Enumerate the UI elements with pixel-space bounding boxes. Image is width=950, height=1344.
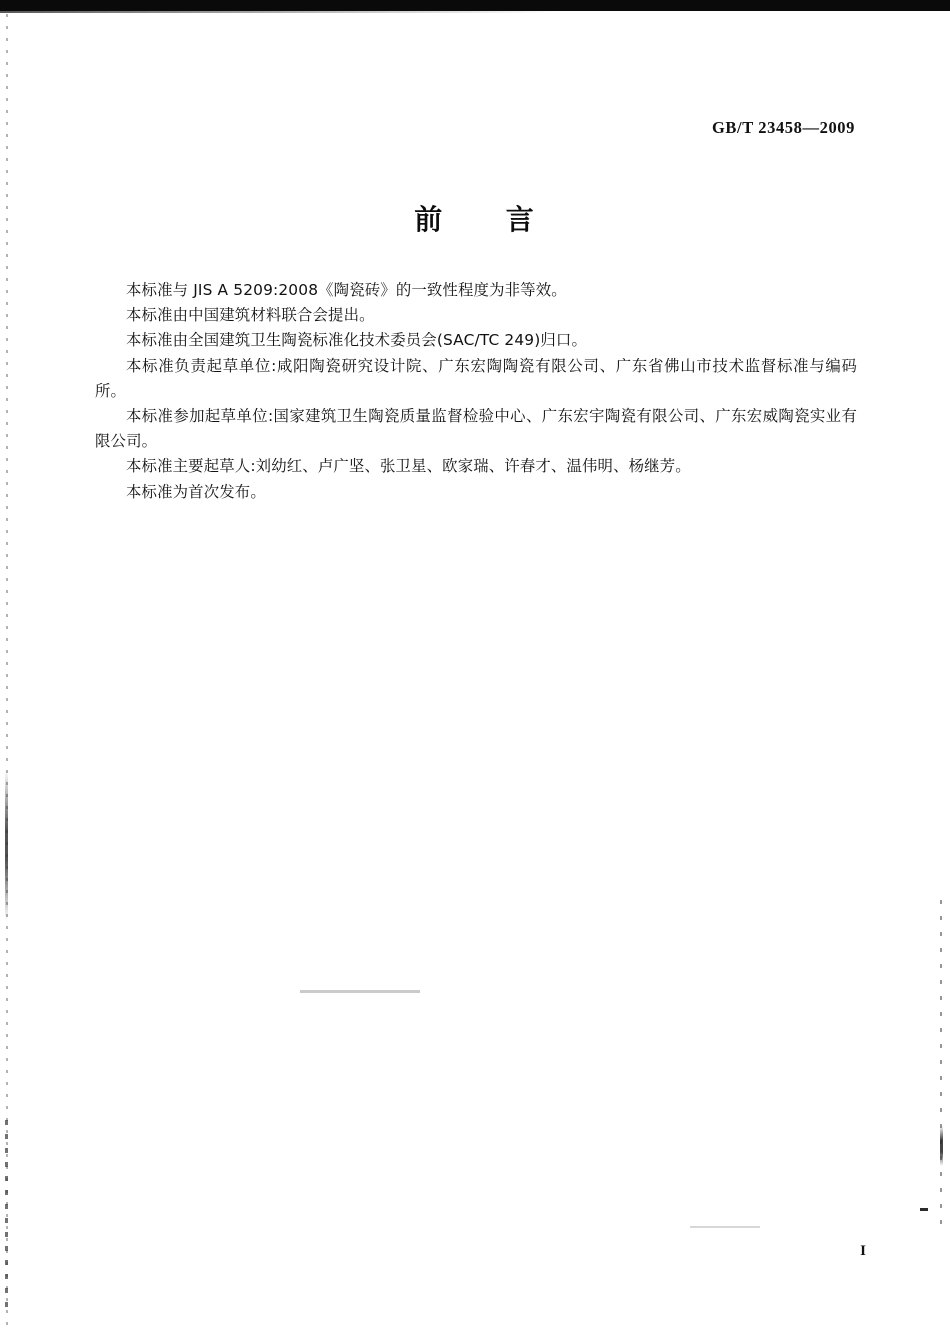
scan-edge-artifact-top	[0, 0, 950, 11]
scan-edge-artifact-right-dark	[940, 1126, 943, 1166]
scan-edge-artifact-right	[940, 900, 942, 1230]
scan-edge-artifact-left-dashed	[5, 1120, 8, 1310]
page-title-char-second: 言	[505, 203, 536, 236]
foreword-paragraph: 本标准由全国建筑卫生陶瓷标准化技术委员会(SAC/TC 249)归口。	[126, 331, 588, 350]
scan-speck-artifact	[920, 1208, 928, 1211]
scan-edge-artifact-left-dark	[5, 770, 8, 920]
foreword-paragraph: 本标准负责起草单位:咸阳陶瓷研究设计院、广东宏陶陶瓷有限公司、广东省佛山市技术监督标准与编码所。	[95, 356, 857, 400]
scan-smudge-artifact-lower	[690, 1226, 760, 1228]
page-title-char-first: 前	[414, 203, 445, 236]
foreword-paragraph: 本标准由中国建筑材料联合会提出。	[126, 306, 375, 325]
scan-smudge-artifact	[300, 990, 420, 993]
page-number: I	[860, 1243, 866, 1259]
foreword-paragraph: 本标准为首次发布。	[126, 482, 266, 501]
page-title	[0, 198, 950, 238]
foreword-paragraph: 本标准参加起草单位:国家建筑卫生陶瓷质量监督检验中心、广东宏宇陶瓷有限公司、广东宏威陶瓷实业有限公司。	[95, 407, 857, 451]
foreword-body	[95, 278, 857, 505]
standard-number-header: GB/T 23458—2009	[711, 118, 855, 137]
foreword-paragraph: 本标准主要起草人:刘幼红、卢广坚、张卫星、欧家瑞、许春才、温伟明、杨继芳。	[126, 457, 691, 476]
foreword-paragraph: 本标准与 JIS A 5209:2008《陶瓷砖》的一致性程度为非等效。	[126, 281, 567, 299]
